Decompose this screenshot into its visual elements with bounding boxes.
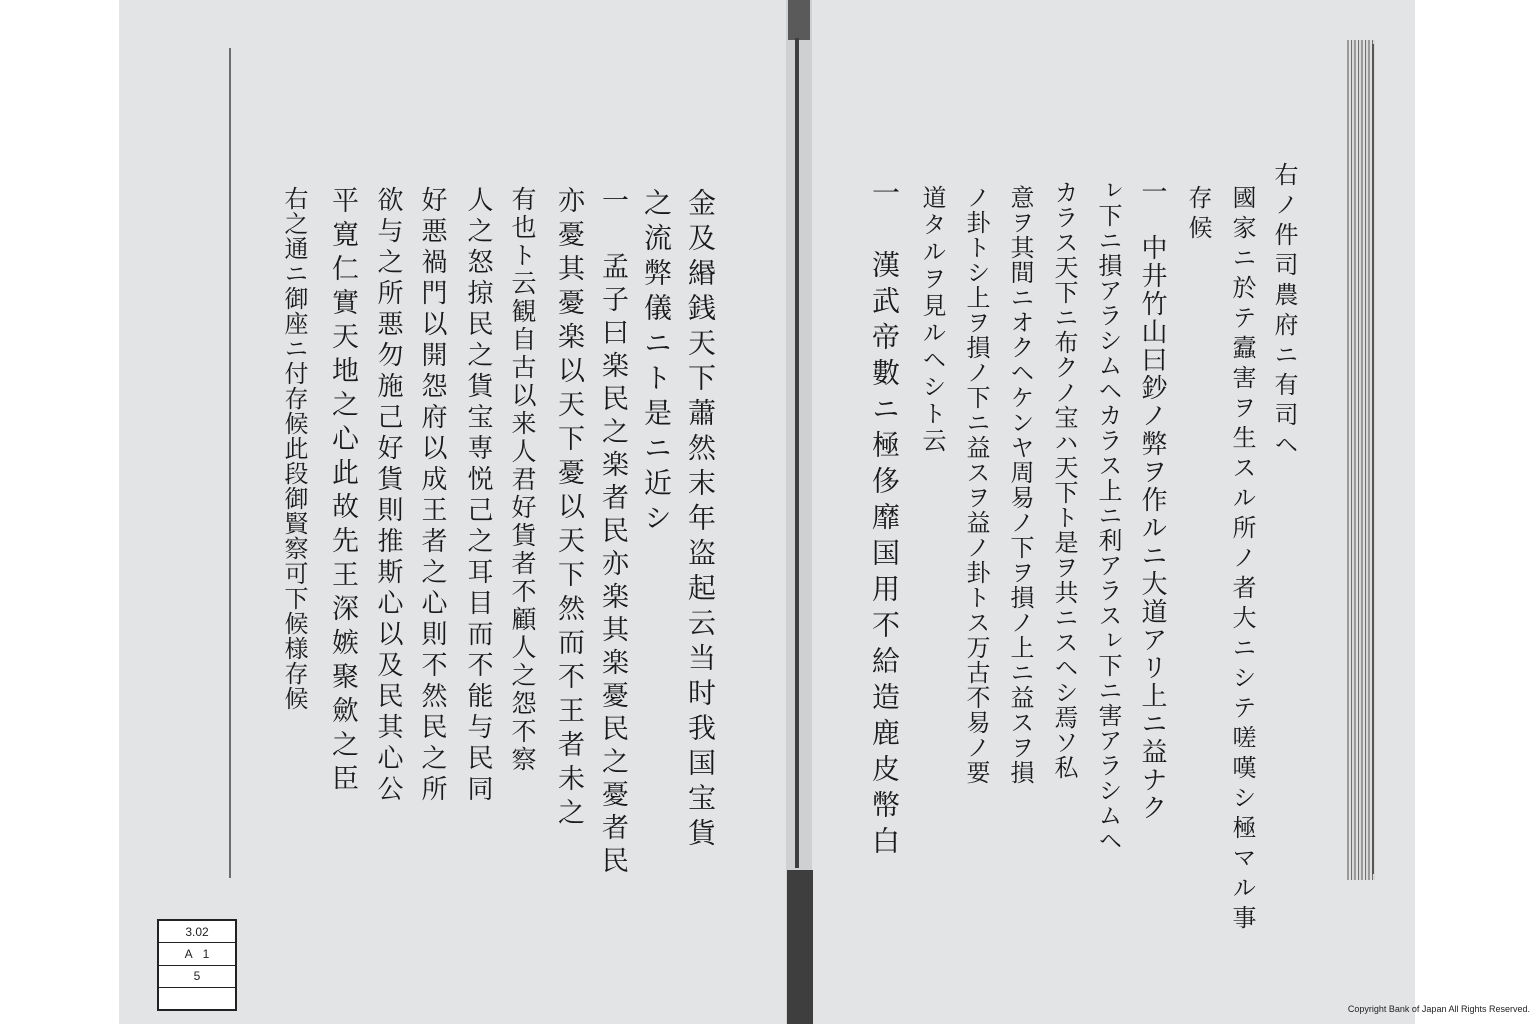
text-column: 平寛仁實天地之心此故先王深嫉聚歛之臣 xyxy=(327,186,358,798)
text-column: 意ヲ其間ニオクヘケンヤ周易ノ下ヲ損ノ上ニ益スヲ損 xyxy=(1006,185,1034,785)
text-column: 道タルヲ見ルヘシト云 xyxy=(918,185,946,455)
text-column: 之流弊儀ニト是ニ近シ xyxy=(640,188,673,538)
text-column: 欲与之所悪勿施己好貨則推斯心以及民其心公 xyxy=(373,186,403,806)
text-column: 一 中井竹山曰鈔ノ弊ヲ作ルニ大道アリ上ニ益ナク xyxy=(1137,178,1167,822)
text-column: 國家ニ於テ蠧害ヲ生スル所ノ者大ニシテ嗟嘆シ極マル事 xyxy=(1228,185,1256,935)
text-column: 亦憂其憂楽以天下憂以天下然而不王者未之 xyxy=(553,186,584,832)
catalog-number: 3.02 xyxy=(185,924,209,939)
catalog-item: 5 xyxy=(193,969,201,984)
left-page-edge xyxy=(229,48,231,878)
text-column: 有也ト云観自古以来人君好貨者不顧人之怨不察 xyxy=(508,186,537,774)
spine-gutter-line xyxy=(795,38,799,868)
text-column: ノ卦トシ上ヲ損ノ下ニ益スヲ益ノ卦トス万古不易ノ要 xyxy=(962,185,990,785)
text-column: 存候 xyxy=(1184,185,1212,245)
text-column: ㇾ下ニ損アラシムヘカラス上ニ利アラスㇾ下ニ害アラシムヘ xyxy=(1094,178,1122,853)
text-column: 一 孟子曰楽民之楽者民亦楽其楽憂民之憂者民 xyxy=(597,186,628,879)
right-page-fore-edge xyxy=(1347,40,1375,880)
catalog-label-row xyxy=(159,943,235,965)
spine-shadow-top xyxy=(788,0,810,40)
text-column: 人之怒掠民之貨宝専悦己之耳目而不能与民同 xyxy=(463,186,493,806)
copyright-notice: Copyright Bank of Japan All Rights Reserved. xyxy=(1347,1004,1530,1014)
text-column: 右ノ件司農府ニ有司ヘ xyxy=(1270,162,1298,462)
spine-shadow-bottom xyxy=(787,870,813,1024)
text-column: 好悪禍門以開怨府以成王者之心則不然民之所 xyxy=(417,186,447,806)
scanned-book-spread xyxy=(119,0,1415,1024)
catalog-label-row xyxy=(159,988,235,1009)
catalog-label-row xyxy=(159,921,235,943)
text-column: 一 漢武帝數ニ極侈靡国用不給造鹿皮幣白 xyxy=(868,178,901,862)
catalog-volume: 1 xyxy=(202,946,210,961)
catalog-label xyxy=(157,919,237,1011)
catalog-label-row xyxy=(159,966,235,988)
text-column: 金及緡銭天下蕭然末年盗起云当时我国宝貨 xyxy=(684,188,717,853)
catalog-series: A xyxy=(184,946,193,961)
text-column: 右之通ニ御座ニ付存候此段御賢察可下候様存候 xyxy=(280,186,308,711)
right-page-edge-line xyxy=(1372,44,1374,874)
text-column: カラス天下ニ布クノ宝ハ天下ト是ヲ共ニスヘシ焉ソ私 xyxy=(1050,180,1078,780)
